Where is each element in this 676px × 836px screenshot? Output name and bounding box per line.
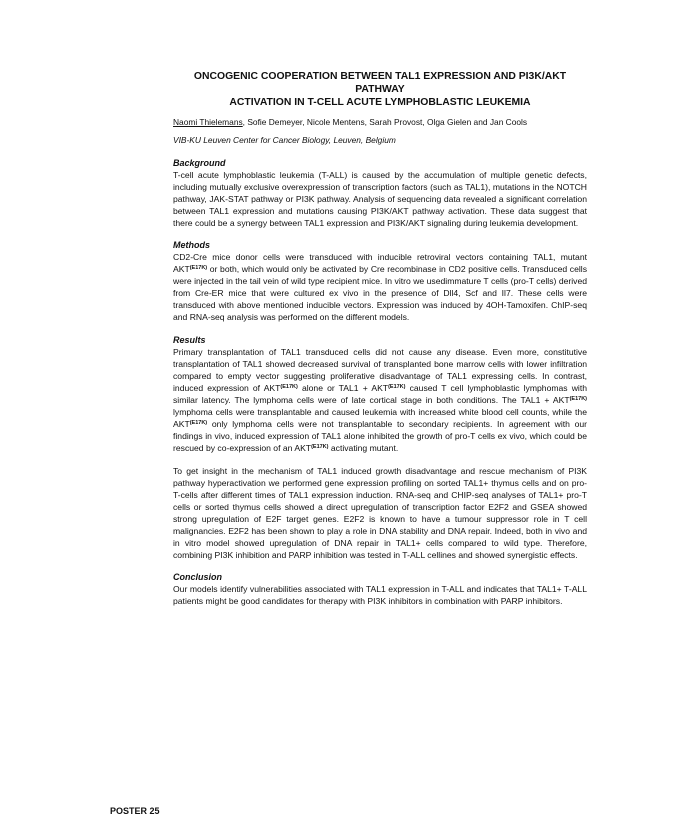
results-text-1: [173, 346, 587, 454]
methods-text-part: CD2-Cre mice donor cells were transduced with inducible retroviral vectors containing TAL1, mutant AKT: [173, 252, 587, 275]
results-text-2: To get insight in the mechanism of TAL1 induced growth disadvantage and rescue mechanism of PI3K pathway hyperactivation we performed gene expression profiling on sorted TAL1+ thymus cells and on pro-T-cells after different times of TAL1 expression induction. RNA-seq and CHIP-seq analyses of TAL1+ pro-T cells or sorted thymus cells showed a direct upregulation of transcription factor E2F2 and GSEA showed strong upregulation of E2F target genes. E2F2 is known to have a tumour suppressor role in T cell malignancies. E2F2 has been shown to play a role in DNA stability and DNA repair. Indeed, both in vivo and in vitro model showed upregulation of DNA repair in TAL1+ cells compared to wild type. Therefore, combining PI3K inhibition and PARP inhibition was tested in T-ALL cellines and showed synergistic effects.: [173, 465, 587, 561]
abstract-title: [173, 70, 587, 109]
co-authors: , Sofie Demeyer, Nicole Mentens, Sarah Provost, Olga Gielen and Jan Cools: [242, 117, 528, 127]
abstract-content: [173, 70, 587, 618]
title-line-2: ACTIVATION IN T-CELL ACUTE LYMPHOBLASTIC LEUKEMIA: [229, 97, 531, 108]
results-text-part: lymphoma cells were transplantable and caused leukemia with increased white blood cell counts, while the AKT: [173, 406, 587, 429]
mutation-superscript: (E17K): [569, 395, 587, 402]
results-text-part: activating mutant.: [328, 442, 399, 453]
mutation-superscript: (E17K): [280, 383, 298, 390]
results-text-part: only lymphoma cells were not transplantable to secondary recipients. In agreement with our findings in vivo, induced expression of TAL1 alone inhibited the growth of pro-T cells ex vivo, which could be rescued by co-expression of an AKT: [173, 418, 587, 453]
results-text-part: alone or TAL1 + AKT: [297, 382, 389, 393]
results-text-part: caused T cell lymphoblastic lymphomas with similar latency. The lymphoma cells were of late cortical stage in both conditions. The TAL1 + AKT: [173, 382, 587, 405]
mutation-superscript: (E17K): [189, 265, 208, 272]
affiliation: VIB-KU Leuven Center for Cancer Biology, Leuven, Belgium: [173, 135, 396, 145]
results-text-part: Primary transplantation of TAL1 transduced cells did not cause any disease. Even more, constitutive transplantation of TAL1 showed decreased survival of transplanted bone marrow cells with lower infiltration compared to empty vector suggesting proliferative disadvantage of TAL1 expressing cells. In contrast, induced expression of AKT: [173, 346, 587, 393]
author-list: [173, 117, 587, 128]
results-heading: Results: [173, 334, 206, 345]
conclusion-text: Our models identify vulnerabilities associated with TAL1 expression in T-ALL and indicates that TAL1+ T-ALL patients might be good candidates for therapy with PI3K inhibitors in combination with PARP inhibitors.: [173, 584, 587, 607]
presenting-author: Naomi Thielemans: [173, 117, 243, 127]
mutation-superscript: (E17K): [189, 419, 208, 426]
methods-text: [173, 251, 587, 323]
background-text: T-cell acute lymphoblastic leukemia (T-ALL) is caused by the accumulation of multiple genetic defects, including mutually exclusive overexpression of transcription factors (such as TAL1), mutations in the NOTCH pathway, JAK-STAT pathway or PI3K pathway. Analysis of sequencing data revealed a significant correlation between TAL1 expression and mutations causing PI3K/AKT pathway activation. These data suggest that there could be a synergy between TAL1 expression and PI3K/AKT signaling during leukemia development.: [173, 170, 587, 229]
methods-heading: Methods: [173, 240, 210, 251]
background-heading: Background: [173, 158, 226, 168]
mutation-superscript: (E17K): [388, 383, 406, 390]
mutation-superscript: (E17K): [311, 443, 329, 450]
poster-number: POSTER 25: [110, 806, 160, 816]
methods-text-part: or both, which would only be activated by Cre recombinase in CD2 positive cells. Transduced cells were injected in the tail vein of wild type recipient mice. In vitro we usedimmature T cells (pro-T cells) derived from Cre-ER mice that were cultured ex vivo in the presence of Dll4, Scf and Il7. These cells were transduced with above mentioned inducible vectors. Expression was induced by 4OH-Tamoxifen. ChIP-seq and RNA-seq analysis was performed on the different models.: [173, 264, 587, 323]
title-line-1: ONCOGENIC COOPERATION BETWEEN TAL1 EXPRESSION AND PI3K/AKT PATHWAY: [193, 71, 567, 95]
conclusion-heading: Conclusion: [173, 572, 222, 583]
